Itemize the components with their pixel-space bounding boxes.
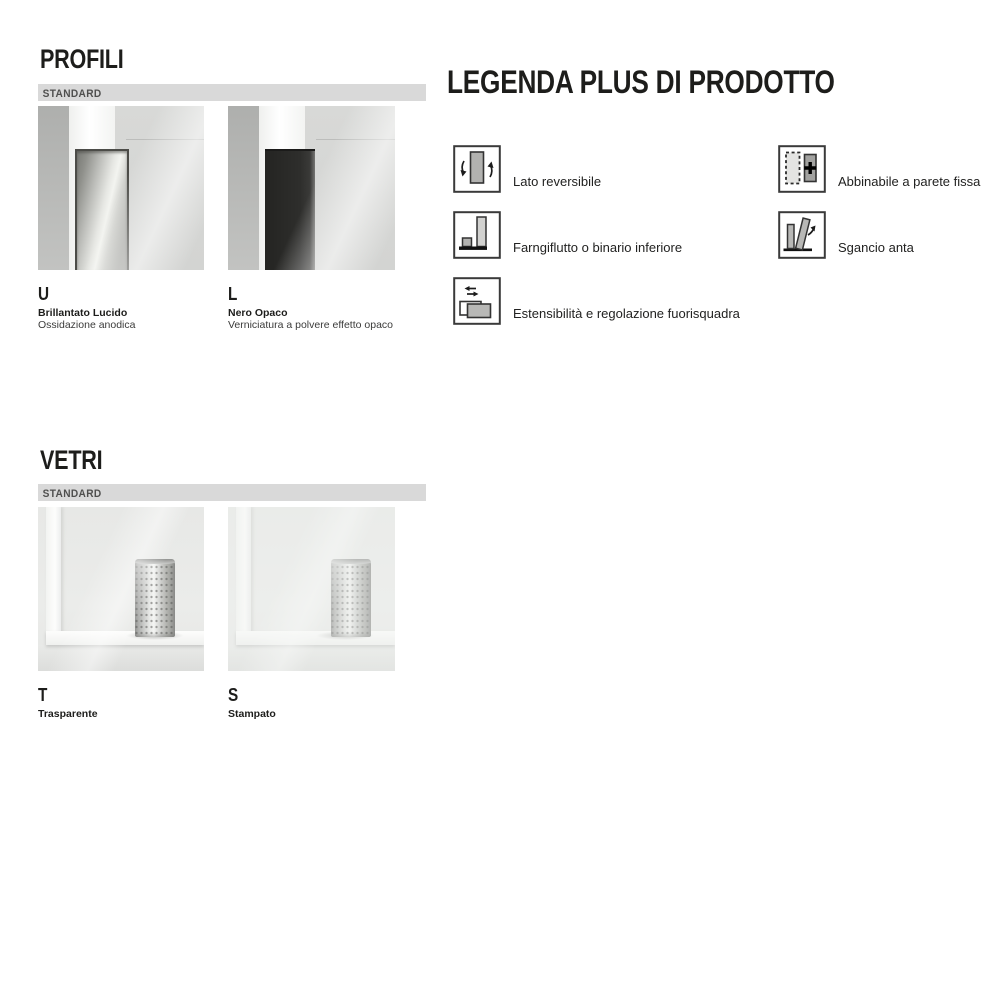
profili-standard-label: STANDARD <box>42 88 102 100</box>
vetri-standard-bar <box>38 484 426 501</box>
legend-item-parete-fissa <box>778 145 980 193</box>
legend-label: Lato reversibile <box>513 174 602 189</box>
finish-name: Nero Opaco <box>228 307 288 319</box>
legend-item-binario-inferiore <box>453 211 682 259</box>
glass-sheen <box>228 507 395 671</box>
glass-label-s <box>228 686 418 720</box>
cylinder-shadow <box>316 631 374 640</box>
legenda-title: LEGENDA PLUS DI PRODOTTO <box>447 64 835 100</box>
glass-t-swatch-photo <box>38 507 204 671</box>
finish-code: U <box>38 284 50 304</box>
profili-standard-bar <box>38 84 426 101</box>
light-sheen <box>38 106 204 270</box>
legend-item-estensibilita <box>453 277 740 325</box>
legend-label: Farngiflutto o binario inferiore <box>513 240 683 255</box>
finish-desc: Verniciatura a polvere effetto opaco <box>228 319 394 331</box>
door-release-icon <box>778 211 826 259</box>
profile-l-swatch-photo <box>228 106 395 270</box>
legend-item-lato-reversibile <box>453 145 601 193</box>
glass-sheen <box>38 507 204 671</box>
finish-name: Brillantato Lucido <box>38 307 128 319</box>
legend-item-sgancio-anta <box>778 211 914 259</box>
shower-ledge <box>228 645 395 671</box>
finish-label-l <box>228 285 418 331</box>
profile-u-swatch-photo <box>38 106 204 270</box>
legend-label: Abbinabile a parete fissa <box>838 174 981 189</box>
shower-frame-vertical <box>236 507 251 639</box>
finish-code: L <box>228 284 238 304</box>
light-sheen <box>228 106 395 270</box>
legend-label: Sgancio anta <box>838 240 914 255</box>
glass-code: T <box>38 685 48 705</box>
fixed-wall-combinable-icon <box>778 145 826 193</box>
profili-title: PROFILI <box>40 44 124 74</box>
shower-frame-horizontal <box>236 631 395 645</box>
glass-name: Trasparente <box>38 708 98 720</box>
out-of-square-adjust-icon <box>453 277 501 325</box>
glass-code: S <box>228 685 239 705</box>
finish-label-u <box>38 285 228 331</box>
legend-label: Estensibilità e regolazione fuorisquadra <box>513 306 740 321</box>
vetri-title: VETRI <box>40 445 103 475</box>
glass-label-t <box>38 686 228 720</box>
perforated-cylinder <box>331 559 371 637</box>
finish-desc: Ossidazione anodica <box>38 319 136 331</box>
bottom-rail-icon <box>453 211 501 259</box>
glass-s-swatch-photo <box>228 507 395 671</box>
reversible-side-icon <box>453 145 501 193</box>
glass-name: Stampato <box>228 708 276 720</box>
vetri-standard-label: STANDARD <box>42 488 102 500</box>
